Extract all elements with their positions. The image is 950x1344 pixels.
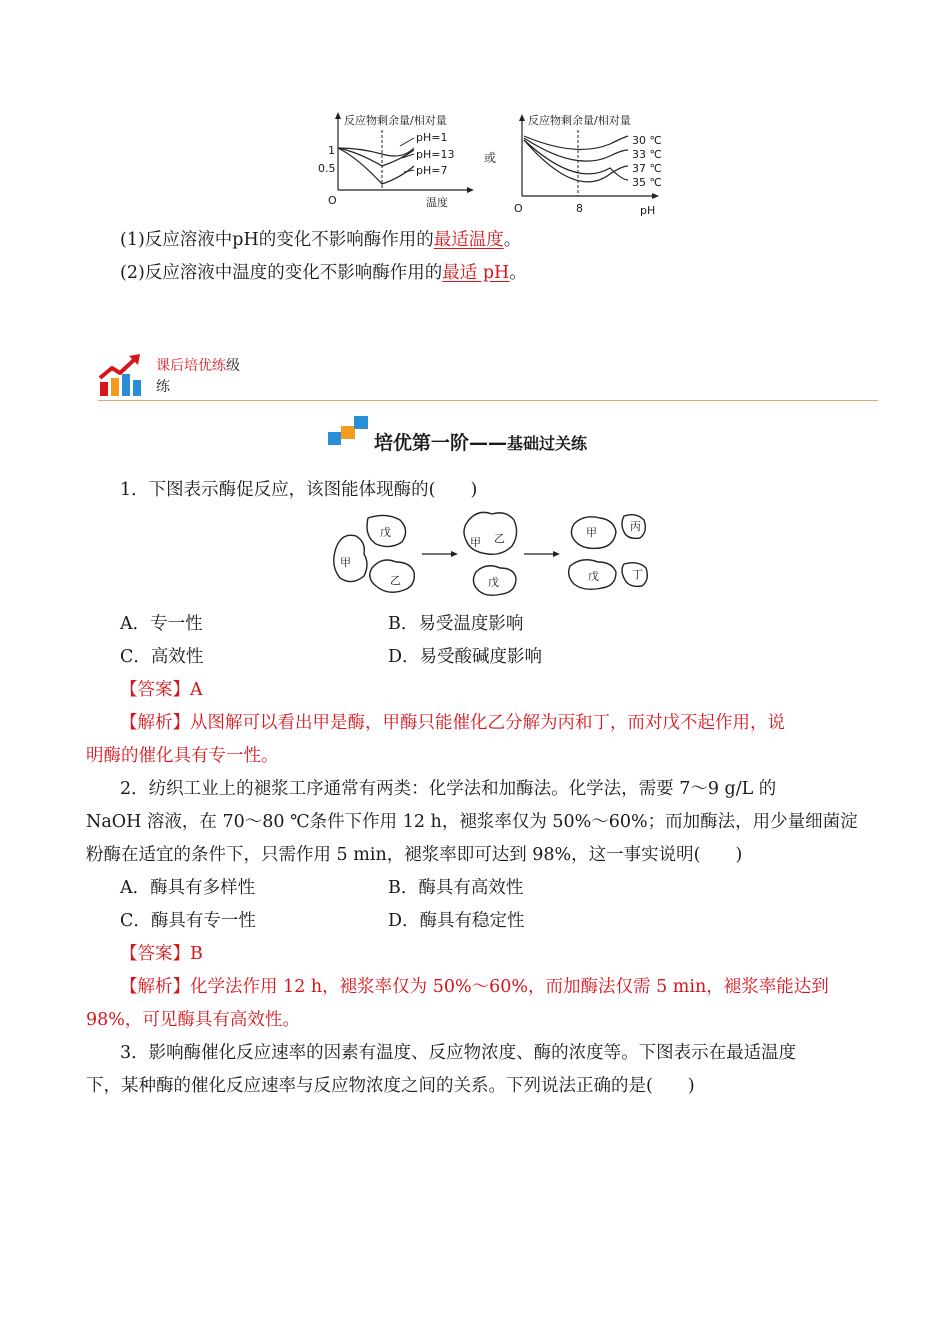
q1-option-a[interactable]: A．专一性: [120, 614, 203, 634]
left-chart-origin: O: [328, 194, 337, 207]
right-chart-ylabel: 反应物剩余量/相对量: [528, 114, 631, 127]
enzyme-reaction-diagram: [330, 506, 650, 602]
left-series-label: pH=13: [416, 148, 455, 161]
right-chart-xtick-8: 8: [576, 202, 583, 215]
diagram-label: 戊: [488, 576, 499, 589]
diagram-label: 戊: [380, 526, 391, 539]
left-series-label: pH=1: [416, 131, 448, 144]
q2-option-c[interactable]: C．酶具有专一性: [120, 911, 256, 931]
diagram-label: 戊: [588, 570, 599, 583]
q2-option-b[interactable]: B．酶具有高效性: [388, 878, 524, 898]
q2-stem-cont: 粉酶在适宜的条件下，只需作用 5 min，褪浆率即可达到 98%，这一事实说明( ): [86, 845, 743, 865]
note-1-answer: 最适温度: [433, 230, 504, 250]
q2-analysis-cont: 98%，可见酶具有高效性。: [86, 1010, 300, 1030]
right-chart-xlabel: pH: [640, 204, 656, 217]
diagram-label: 丁: [632, 568, 643, 581]
note-1: (1)反应溶液中pH的变化不影响酶作用的最适温度。: [120, 230, 522, 250]
left-chart: [318, 112, 474, 209]
left-chart-ytick-1: 1: [328, 144, 335, 157]
curve-ph13: [338, 148, 414, 166]
left-series-label: pH=7: [416, 164, 448, 177]
section-title: 培优第一阶——基础过关练: [374, 432, 588, 454]
or-connector: 或: [484, 151, 497, 165]
q1-analysis: 【解析】从图解可以看出甲是酶，甲酶只能催化乙分解为丙和丁，而对戊不起作用，说: [120, 713, 785, 733]
q2-analysis: 【解析】化学法作用 12 h，褪浆率仅为 50%～60%，而加酶法仅需 5 min，褪浆率能达到: [120, 977, 829, 997]
q1-answer: 【答案】A: [120, 680, 203, 700]
q2-answer: 【答案】B: [120, 944, 203, 964]
q1-analysis-cont: 明酶的催化具有专一性。: [86, 746, 279, 766]
right-series-label: 33 ℃: [632, 148, 662, 161]
stage-1: [334, 515, 415, 592]
q2-stem: 2．纺织工业上的褪浆工序通常有两类：化学法和加酶法。化学法，需要 7～9 g/L 的: [120, 779, 777, 799]
stair-blocks-icon: [328, 414, 370, 446]
diagram-label: 甲: [586, 526, 597, 539]
left-chart-ytick-0.5: 0.5: [318, 162, 336, 175]
right-series-label: 30 ℃: [632, 134, 662, 147]
section-divider: [98, 400, 878, 401]
enzyme-charts-figure: [310, 108, 680, 220]
left-chart-xlabel: 温度: [426, 196, 448, 209]
q1-stem: 1．下图表示酶促反应，该图能体现酶的( ): [120, 480, 478, 500]
diagram-label: 乙: [494, 532, 505, 545]
q1-option-c[interactable]: C．高效性: [120, 647, 204, 667]
curve-ph7: [338, 148, 414, 184]
q2-option-d[interactable]: D．酶具有稳定性: [388, 911, 525, 931]
diagram-label: 甲: [470, 536, 481, 549]
diagram-label: 丙: [630, 520, 641, 533]
note-2: (2)反应溶液中温度的变化不影响酶作用的最适 pH。: [120, 263, 527, 283]
right-chart-origin: O: [514, 202, 523, 215]
q2-option-a[interactable]: A．酶具有多样性: [120, 878, 256, 898]
q1-option-b[interactable]: B．易受温度影响: [388, 614, 524, 634]
section-header: 课后培优练级 练: [156, 358, 240, 395]
q3-stem-cont: 下，某种酶的催化反应速率与反应物浓度之间的关系。下列说法正确的是( ): [86, 1076, 695, 1096]
diagram-label: 乙: [390, 574, 401, 587]
q3-stem: 3．影响酶催化反应速率的因素有温度、反应物浓度、酶的浓度等。下图表示在最适温度: [120, 1043, 797, 1063]
q2-stem-cont: NaOH 溶液，在 70～80 ℃条件下作用 12 h，褪浆率仅为 50%～60%；而加酶法，用少量细菌淀: [86, 812, 858, 832]
curve-37c: [524, 140, 628, 182]
growth-chart-icon: [98, 352, 144, 398]
right-series-label: 35 ℃: [632, 176, 662, 189]
q1-option-d[interactable]: D．易受酸碱度影响: [388, 647, 543, 667]
right-series-label: 37 ℃: [632, 162, 662, 175]
left-chart-ylabel: 反应物剩余量/相对量: [344, 114, 447, 127]
note-2-answer: 最适 pH: [442, 263, 510, 283]
diagram-label: 甲: [340, 556, 351, 569]
right-chart: [514, 113, 662, 217]
